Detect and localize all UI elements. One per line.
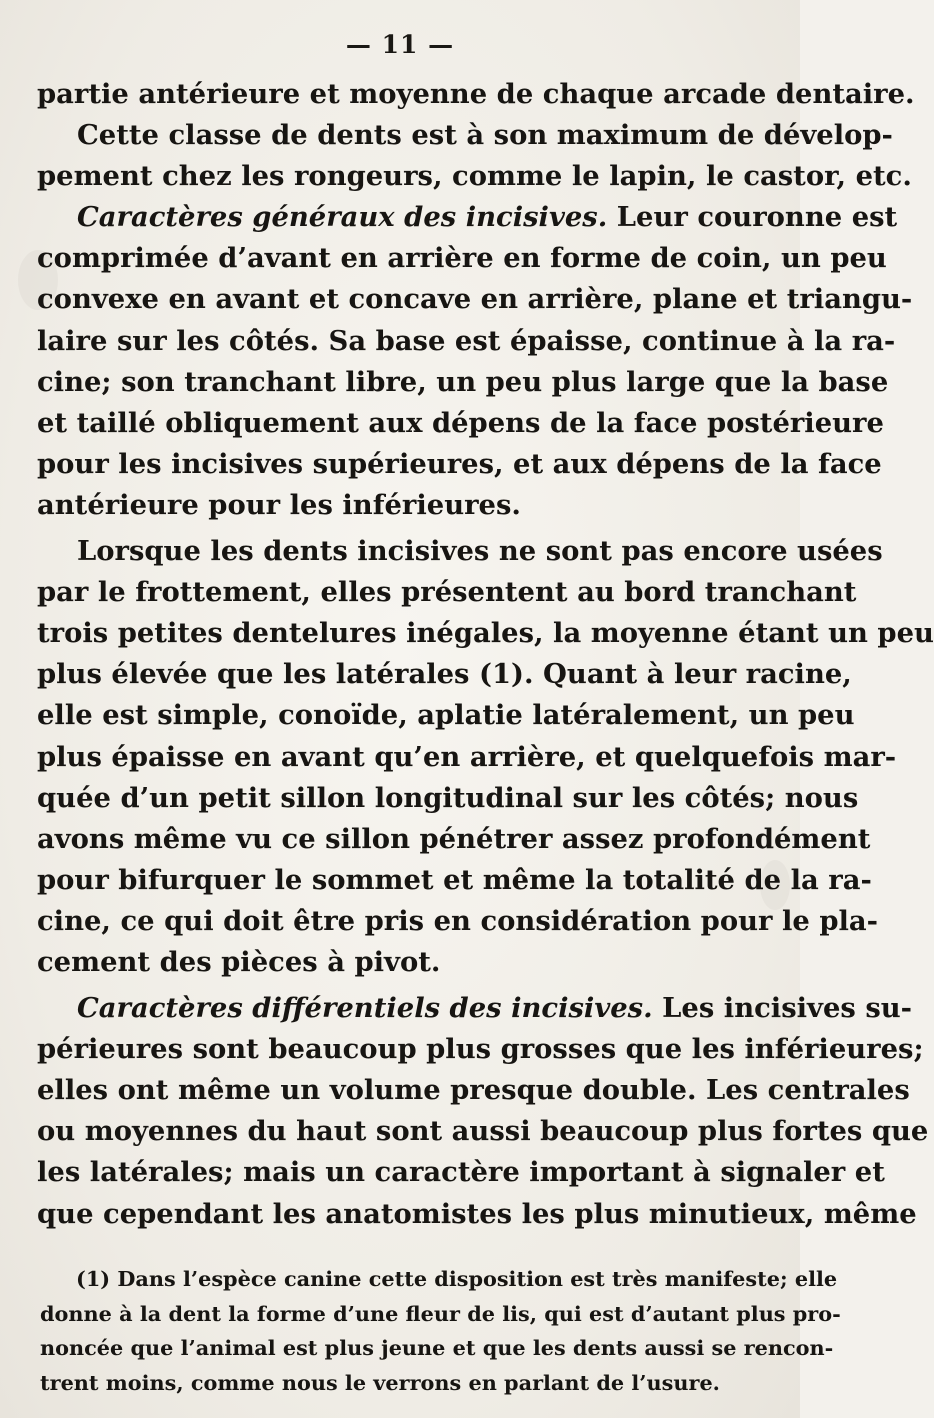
text-line bbox=[37, 572, 857, 613]
line-text: plus épaisse en avant qu’en arrière, et quelquefois mar- bbox=[37, 740, 897, 773]
line-text: trois petites dentelures inégales, la moyenne étant un peu bbox=[37, 617, 934, 650]
text-line bbox=[37, 737, 897, 778]
text-line bbox=[37, 444, 882, 485]
line-text: Leur couronne est bbox=[607, 201, 898, 234]
text-line bbox=[37, 197, 898, 238]
line-text: partie antérieure et moyenne de chaque arcade dentaire. bbox=[37, 78, 915, 110]
line-text: avons même vu ce sillon pénétrer assez profondément bbox=[37, 822, 871, 855]
text-line bbox=[37, 1111, 929, 1152]
line-text: cine; son tranchant libre, un peu plus large que la base bbox=[37, 365, 889, 398]
line-text: pour bifurquer le sommet et même la totalité de la ra- bbox=[37, 863, 872, 896]
footnote-line bbox=[40, 1297, 841, 1332]
line-text: Les incisives su- bbox=[652, 992, 913, 1025]
text-line bbox=[37, 1070, 910, 1111]
line-text: Cette classe de dents est à son maximum de dévelop- bbox=[77, 119, 893, 152]
line-text: par le frottement, elles présentent au bord tranchant bbox=[37, 576, 857, 609]
line-text: elle est simple, conoïde, aplatie latéralement, un peu bbox=[37, 699, 855, 732]
line-text: les latérales; mais un caractère important à signaler et bbox=[37, 1156, 885, 1189]
text-line bbox=[37, 115, 893, 156]
footnote-line bbox=[40, 1331, 834, 1366]
text-line bbox=[37, 74, 915, 115]
text-line bbox=[37, 362, 889, 403]
main-text bbox=[37, 74, 934, 1235]
line-text: laire sur les côtés. Sa base est épaisse, continue à la ra- bbox=[37, 324, 896, 357]
text-line bbox=[37, 819, 871, 860]
italic-heading: Caractères généraux des incisives. bbox=[77, 201, 608, 234]
text-line bbox=[37, 279, 913, 320]
line-text: convexe en avant et concave en arrière, plane et triangu- bbox=[37, 283, 913, 316]
line-text: plus élevée que les latérales (1). Quant à leur racine, bbox=[37, 658, 852, 691]
text-line bbox=[37, 613, 934, 654]
line-text: (1) Dans l’espèce canine cette disposition est très manifeste; elle bbox=[76, 1266, 838, 1291]
text-line bbox=[37, 901, 879, 942]
text-line bbox=[37, 238, 887, 279]
line-text: comprimée d’avant en arrière en forme de coin, un peu bbox=[37, 242, 887, 275]
line-text: que cependant les anatomistes les plus minutieux, même bbox=[37, 1197, 917, 1230]
line-text: ou moyennes du haut sont aussi beaucoup plus fortes que bbox=[37, 1115, 929, 1148]
page-number: — 11 — bbox=[345, 30, 455, 59]
text-line bbox=[37, 1152, 885, 1193]
footnote bbox=[40, 1262, 841, 1400]
line-text: cine, ce qui doit être pris en considération pour le pla- bbox=[37, 904, 879, 937]
line-text: elles ont même un volume presque double. Les centrales bbox=[37, 1074, 910, 1107]
line-text: donne à la dent la forme d’une fleur de lis, qui est d’autant plus pro- bbox=[40, 1300, 841, 1326]
text-line bbox=[37, 531, 883, 572]
footnote-line bbox=[40, 1366, 764, 1401]
line-text: cement des pièces à pivot. bbox=[37, 945, 441, 978]
line-text: quée d’un petit sillon longitudinal sur les côtés; nous bbox=[37, 781, 859, 814]
text-line bbox=[37, 860, 872, 901]
text-line bbox=[37, 654, 852, 695]
text-line bbox=[37, 485, 765, 526]
line-text: et taillé obliquement aux dépens de la face postérieure bbox=[37, 406, 884, 439]
footnote-line bbox=[40, 1262, 838, 1297]
text-line bbox=[37, 778, 859, 819]
line-text: périeures sont beaucoup plus grosses que les inférieures; bbox=[37, 1033, 924, 1066]
text-line bbox=[37, 321, 896, 362]
text-line bbox=[37, 695, 855, 736]
line-text: noncée que l’animal est plus jeune et que les dents aussi se rencon- bbox=[40, 1335, 834, 1360]
line-text: pement chez les rongeurs, comme le lapin, le castor, etc. bbox=[37, 160, 912, 193]
text-line bbox=[37, 1029, 924, 1070]
line-text: trent moins, comme nous le verrons en parlant de l’usure. bbox=[40, 1369, 720, 1395]
text-line bbox=[37, 403, 884, 444]
text-line bbox=[37, 156, 912, 197]
text-line bbox=[37, 942, 765, 983]
text-line bbox=[37, 1194, 917, 1235]
line-text: Lorsque les dents incisives ne sont pas encore usées bbox=[77, 535, 883, 568]
line-text: pour les incisives supérieures, et aux dépens de la face bbox=[37, 447, 882, 480]
text-line bbox=[37, 988, 913, 1029]
italic-heading: Caractères différentiels des incisives. bbox=[77, 992, 653, 1025]
line-text: antérieure pour les inférieures. bbox=[37, 488, 521, 521]
